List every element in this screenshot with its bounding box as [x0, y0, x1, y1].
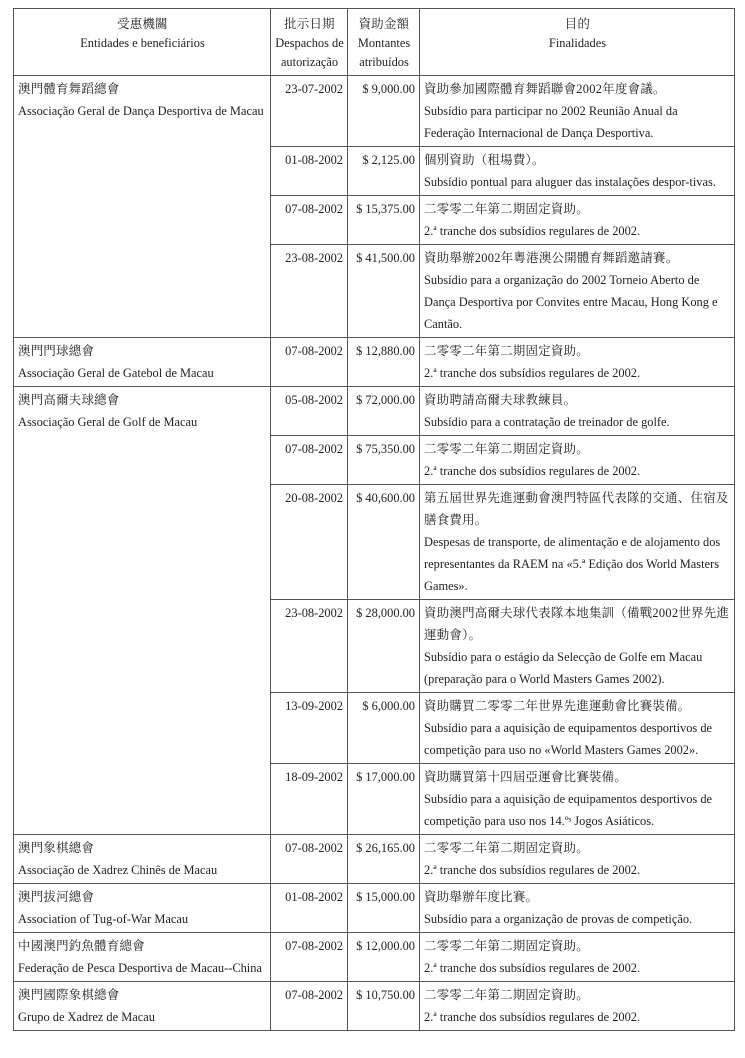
finalidade-zh: 第五屆世界先進運動會澳門特區代表隊的交通、住宿及膳食費用。 — [424, 491, 729, 527]
finalidade-pt: 2.ª tranche dos subsídios regulares de 2002. — [424, 464, 641, 478]
date-cell: 07-08-2002 — [271, 196, 348, 245]
entity-name-zh: 澳門體育舞蹈總會 — [18, 82, 120, 96]
date-cell: 07-08-2002 — [271, 436, 348, 485]
header-montantes — [348, 9, 420, 76]
finalidade-pt: Despesas de transporte, de alimentação e de alojamento dos representantes da RAEM na «5.ª Edição dos World Masters Games». — [424, 535, 721, 593]
finalidade-cell — [420, 245, 735, 338]
finalidade-cell — [420, 436, 735, 485]
entity-cell — [14, 338, 271, 387]
finalidade-pt: Subsídio para a organização de provas de competição. — [424, 912, 693, 926]
entity-name-pt: Associação de Xadrez Chinês de Macau — [18, 863, 218, 877]
finalidade-pt: Subsídio para a aquisição de equipamentos desportivos de competição para uso nos 14.ºˢ Jogos Asiáticos. — [424, 792, 713, 828]
amount-cell: $ 26,165.00 — [348, 835, 420, 884]
finalidade-zh: 資助購買第十四屆亞運會比賽裝備。 — [424, 770, 628, 784]
header-entidades-zh: 受惠機關 — [117, 17, 168, 31]
header-despachos-zh: 批示日期 — [284, 17, 335, 31]
finalidade-zh: 資助舉辦2002年粵港澳公開體育舞蹈邀請賽。 — [424, 251, 679, 265]
date-cell: 23-08-2002 — [271, 600, 348, 693]
finalidade-pt: 2.ª tranche dos subsídios regulares de 2002. — [424, 1010, 641, 1024]
date-cell: 07-08-2002 — [271, 338, 348, 387]
header-finalidades-pt: Finalidades — [548, 36, 607, 50]
finalidade-cell — [420, 387, 735, 436]
amount-cell: $ 72,000.00 — [348, 387, 420, 436]
finalidade-zh: 資助舉辦年度比賽。 — [424, 890, 539, 904]
finalidade-zh: 二零零二年第二期固定資助。 — [424, 988, 589, 1002]
finalidade-zh: 資助參加國際體育舞蹈聯會2002年度會議。 — [424, 82, 666, 96]
finalidade-zh: 資助澳門高爾夫球代表隊本地集訓（備戰2002世界先進運動會）。 — [424, 606, 730, 642]
table-row — [14, 835, 735, 884]
date-cell: 07-08-2002 — [271, 835, 348, 884]
entity-name-zh: 中國澳門釣魚體育總會 — [18, 939, 145, 953]
finalidade-zh: 資助聘請高爾夫球教練員。 — [424, 393, 577, 407]
finalidade-cell — [420, 764, 735, 835]
amount-cell: $ 41,500.00 — [348, 245, 420, 338]
header-row — [14, 9, 735, 76]
finalidade-pt: Subsídio pontual para aluguer das instalações despor-tivas. — [424, 175, 716, 189]
amount-cell: $ 6,000.00 — [348, 693, 420, 764]
finalidade-zh: 二零零二年第二期固定資助。 — [424, 841, 589, 855]
amount-cell: $ 75,350.00 — [348, 436, 420, 485]
finalidade-pt: 2.ª tranche dos subsídios regulares de 2002. — [424, 863, 641, 877]
amount-cell: $ 28,000.00 — [348, 600, 420, 693]
date-cell: 07-08-2002 — [271, 933, 348, 982]
header-entidades-pt: Entidades e beneficiários — [80, 36, 205, 50]
entity-name-zh: 澳門國際象棋總會 — [18, 988, 120, 1002]
finalidade-pt: Subsídio para a contratação de treinador de golfe. — [424, 415, 670, 429]
header-montantes-pt: Montantes atribuídos — [357, 36, 411, 69]
entity-name-pt: Associação Geral de Dança Desportiva de Macau — [18, 104, 264, 118]
amount-cell: $ 15,375.00 — [348, 196, 420, 245]
entity-name-pt: Grupo de Xadrez de Macau — [18, 1010, 155, 1024]
finalidade-cell — [420, 982, 735, 1031]
header-finalidades — [420, 9, 735, 76]
finalidade-zh: 個別資助（租場費）。 — [424, 153, 545, 167]
entity-name-pt: Association of Tug-of-War Macau — [18, 912, 189, 926]
table-row — [14, 338, 735, 387]
finalidade-pt: Subsídio para a aquisição de equipamentos desportivos de competição para uso no «World Masters Games 2002». — [424, 721, 713, 757]
table-row — [14, 933, 735, 982]
entity-cell — [14, 933, 271, 982]
finalidade-pt: Subsídio para a organização do 2002 Torneio Aberto de Dança Desportiva por Convites entre Macau, Hong Kong e Cantão. — [424, 273, 718, 331]
amount-cell: $ 17,000.00 — [348, 764, 420, 835]
table-row — [14, 884, 735, 933]
finalidade-pt: Subsídio para participar no 2002 Reunião Anual da Federação Internacional de Dança Desportiva. — [424, 104, 678, 140]
amount-cell: $ 2,125.00 — [348, 147, 420, 196]
finalidade-pt: 2.ª tranche dos subsídios regulares de 2002. — [424, 961, 641, 975]
header-montantes-zh: 資助金額 — [358, 17, 410, 31]
finalidade-zh: 二零零二年第二期固定資助。 — [424, 202, 589, 216]
entity-name-zh: 澳門門球總會 — [18, 344, 95, 358]
finalidade-cell — [420, 338, 735, 387]
finalidade-cell — [420, 196, 735, 245]
date-cell: 23-08-2002 — [271, 245, 348, 338]
entity-cell — [14, 884, 271, 933]
finalidade-cell — [420, 933, 735, 982]
entity-cell — [14, 387, 271, 835]
entity-name-pt: Federação de Pesca Desportiva de Macau--China — [18, 961, 262, 975]
finalidade-pt: Subsídio para o estágio da Selecção de Golfe em Macau (preparação para o World Masters Games 2002). — [424, 650, 703, 686]
header-finalidades-zh: 目的 — [564, 17, 591, 31]
date-cell: 07-08-2002 — [271, 982, 348, 1031]
finalidade-pt: 2.ª tranche dos subsídios regulares de 2002. — [424, 366, 641, 380]
date-cell: 05-08-2002 — [271, 387, 348, 436]
header-entidades — [14, 9, 271, 76]
finalidade-cell — [420, 693, 735, 764]
finalidade-zh: 二零零二年第二期固定資助。 — [424, 442, 589, 456]
amount-cell: $ 12,000.00 — [348, 933, 420, 982]
entity-name-zh: 澳門高爾夫球總會 — [18, 393, 120, 407]
amount-cell: $ 15,000.00 — [348, 884, 420, 933]
entity-name-zh: 澳門象棋總會 — [18, 841, 95, 855]
finalidade-zh: 資助購買二零零二年世界先進運動會比賽裝備。 — [424, 699, 691, 713]
finalidade-cell — [420, 76, 735, 147]
date-cell: 18-09-2002 — [271, 764, 348, 835]
amount-cell: $ 40,600.00 — [348, 485, 420, 600]
finalidade-zh: 二零零二年第二期固定資助。 — [424, 344, 589, 358]
finalidade-cell — [420, 884, 735, 933]
date-cell: 23-07-2002 — [271, 76, 348, 147]
finalidade-pt: 2.ª tranche dos subsídios regulares de 2002. — [424, 224, 641, 238]
entity-name-zh: 澳門拔河總會 — [18, 890, 95, 904]
date-cell: 13-09-2002 — [271, 693, 348, 764]
amount-cell: $ 12,880.00 — [348, 338, 420, 387]
date-cell: 20-08-2002 — [271, 485, 348, 600]
finalidade-cell — [420, 600, 735, 693]
finalidade-cell — [420, 147, 735, 196]
header-despachos-pt: Despachos de autorização — [275, 36, 344, 69]
date-cell: 01-08-2002 — [271, 884, 348, 933]
finalidade-cell — [420, 485, 735, 600]
amount-cell: $ 10,750.00 — [348, 982, 420, 1031]
header-despachos — [271, 9, 348, 76]
entity-cell — [14, 982, 271, 1031]
entity-name-pt: Associação Geral de Golf de Macau — [18, 415, 198, 429]
table-row — [14, 76, 735, 147]
entity-cell — [14, 835, 271, 884]
finalidade-zh: 二零零二年第二期固定資助。 — [424, 939, 589, 953]
amount-cell: $ 9,000.00 — [348, 76, 420, 147]
entity-cell — [14, 76, 271, 338]
date-cell: 01-08-2002 — [271, 147, 348, 196]
table-row — [14, 982, 735, 1031]
table-row — [14, 387, 735, 436]
finalidade-cell — [420, 835, 735, 884]
subsidies-table — [13, 8, 735, 1031]
entity-name-pt: Associação Geral de Gatebol de Macau — [18, 366, 214, 380]
